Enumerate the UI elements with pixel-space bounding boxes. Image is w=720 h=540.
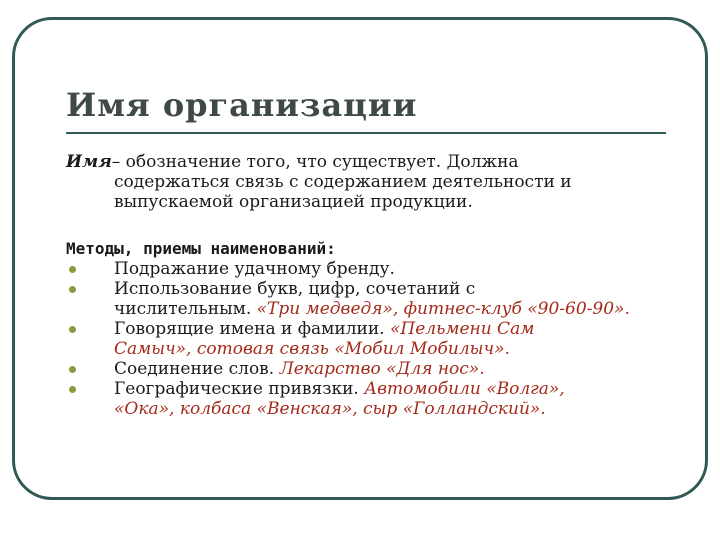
list-item-line xyxy=(114,359,676,379)
bullet-icon xyxy=(69,326,76,333)
list-item-example: Самыч», сотовая связь «Мобил Мобилыч». xyxy=(114,339,510,359)
title-underline xyxy=(66,132,666,134)
methods-section xyxy=(66,239,676,419)
list-item-example: «Ока», колбаса «Венская», сыр «Голландский». xyxy=(114,399,546,419)
bullet-icon xyxy=(69,266,76,273)
bullet-icon xyxy=(69,366,76,373)
list-item xyxy=(66,359,676,379)
methods-heading: Методы, приемы наименований: xyxy=(66,239,336,258)
definition-line-3: выпускаемой организацией продукции. xyxy=(114,192,473,212)
list-item-example: Автомобили «Волга», xyxy=(364,379,565,399)
list-item-line xyxy=(114,299,676,319)
list-item-line xyxy=(114,399,676,419)
list-item-line xyxy=(114,319,676,339)
list-item-line xyxy=(114,259,676,279)
list-item-example: «Три медведя», фитнес-клуб «90-60-90». xyxy=(256,299,630,319)
list-item-text: Использование букв, цифр, сочетаний с xyxy=(114,279,476,299)
list-item xyxy=(66,319,676,359)
bullet-icon xyxy=(69,386,76,393)
bullet-icon xyxy=(69,286,76,293)
definition-line-1 xyxy=(66,152,666,172)
definition-term: Имя xyxy=(66,152,112,172)
slide-title: Имя организации xyxy=(66,86,418,124)
methods-list xyxy=(66,259,676,419)
definition-line-2: содержаться связь с содержанием деятельности и xyxy=(114,172,572,192)
list-item-line xyxy=(114,339,676,359)
list-item-line xyxy=(114,379,676,399)
list-item xyxy=(66,279,676,319)
definition-text: – обозначение того, что существует. Должна xyxy=(111,152,519,172)
list-item-example: Лекарство «Для нос». xyxy=(279,359,485,379)
list-item-line xyxy=(114,279,676,299)
list-item-example: «Пельмени Сам xyxy=(389,319,535,339)
list-item xyxy=(66,379,676,419)
list-item-text: Соединение слов. xyxy=(114,359,280,379)
list-item-text: Подражание удачному бренду. xyxy=(114,259,395,279)
list-item-text: числительным. xyxy=(114,299,257,319)
definition-paragraph xyxy=(66,152,666,212)
list-item xyxy=(66,259,676,279)
list-item-text: Говорящие имена и фамилии. xyxy=(114,319,390,339)
list-item-text: Географические привязки. xyxy=(114,379,365,399)
